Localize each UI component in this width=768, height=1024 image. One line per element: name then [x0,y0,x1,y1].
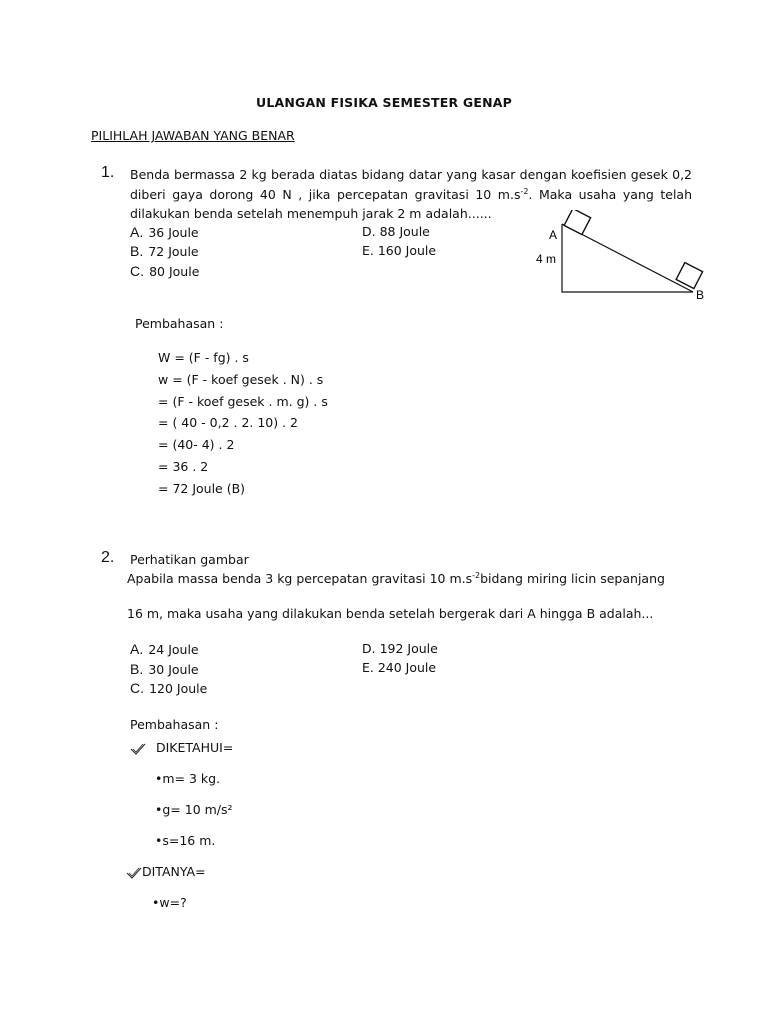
q1-solution-line: W = (F - fg) . s [158,350,249,365]
checkmark-icon [130,742,146,756]
q1-solution-line: w = (F - koef gesek . N) . s [158,372,324,387]
q2-option-b [130,659,199,678]
question-1-text-a: Benda bermassa 2 kg berada diatas bidang datar yang kasar dengan koefisien gesek 0,2 diberi gaya dorong 40 N , jika percepatan gravitasi 10 m.s [130,167,692,202]
block-a [564,210,591,235]
question-1-text-b: . Maka usaha yang telah dilakukan benda setelah menempuh jarak 2 m adalah...... [130,186,692,221]
q1-option-b [130,241,199,260]
q1-option-a-text: 36 Joule [148,225,199,240]
asked-label: DITANYA= [142,864,206,879]
q1-solution-line: = 72 Joule (B) [158,481,246,496]
figure-label-b: B [696,288,705,302]
q1-option-a [130,222,199,241]
known-item: •s=16 m. [155,833,216,848]
question-1-exponent: -2 [520,186,529,196]
question-2-intro: Perhatikan gambar [130,552,249,567]
q1-option-a-letter: A. [130,224,144,240]
question-1-number: 1. [101,164,115,181]
asked-item: •w=? [152,895,187,910]
q1-option-c-letter: C. [130,263,144,279]
q2-known [130,740,233,756]
known-label: DIKETAHUI= [155,740,234,755]
q2-option-a [130,639,199,658]
known-item: •g= 10 m/s² [155,802,233,817]
q1-option-c-text: 80 Joule [149,264,200,279]
checkmark-icon [126,866,142,880]
q2-option-c-letter: C. [130,680,144,696]
figure-label-height: 4 m [536,252,557,266]
figure-label-a: A [549,228,558,242]
q2-option-c [130,678,207,697]
q2-option-b-letter: B. [130,661,144,677]
question-2-exponent: -2 [472,570,481,580]
q1-solution-label: Pembahasan : [135,316,224,331]
q1-option-b-text: 72 Joule [148,244,199,259]
q2-solution-label: Pembahasan : [130,717,219,732]
question-2-line-1 [127,571,665,587]
q2-asked [126,864,206,880]
question-2-line-2: 16 m, maka usaha yang dilakukan benda setelah bergerak dari A hingga B adalah... [127,606,654,621]
q1-solution-line: = (40- 4) . 2 [158,437,235,452]
q2-option-a-text: 24 Joule [148,642,199,657]
q1-option-d: D. 88 Joule [362,224,430,239]
q1-solution-line: = 36 . 2 [158,459,209,474]
q2-option-c-text: 120 Joule [149,681,208,696]
instruction: PILIHLAH JAWABAN YANG BENAR [91,128,295,143]
known-item: •m= 3 kg. [155,771,221,786]
question-2-number: 2. [101,549,115,566]
q2-option-d: D. 192 Joule [362,641,438,656]
q1-solution-line: = (F - koef gesek . m. g) . s [158,394,328,409]
q2-option-a-letter: A. [130,641,144,657]
q2-option-b-text: 30 Joule [148,662,199,677]
question-2-line-1-a: Apabila massa benda 3 kg percepatan gravitasi 10 m.s [127,571,473,586]
page-title: ULANGAN FISIKA SEMESTER GENAP [255,95,512,110]
q1-option-e: E. 160 Joule [362,243,437,258]
q2-option-e: E. 240 Joule [362,660,437,675]
q1-option-b-letter: B. [130,243,144,259]
q1-option-c [130,261,199,280]
question-2-line-1-b: bidang miring licin sepanjang [480,571,665,586]
inclined-plane-figure [530,210,720,310]
q1-solution-line: = ( 40 - 0,2 . 2. 10) . 2 [158,415,299,430]
